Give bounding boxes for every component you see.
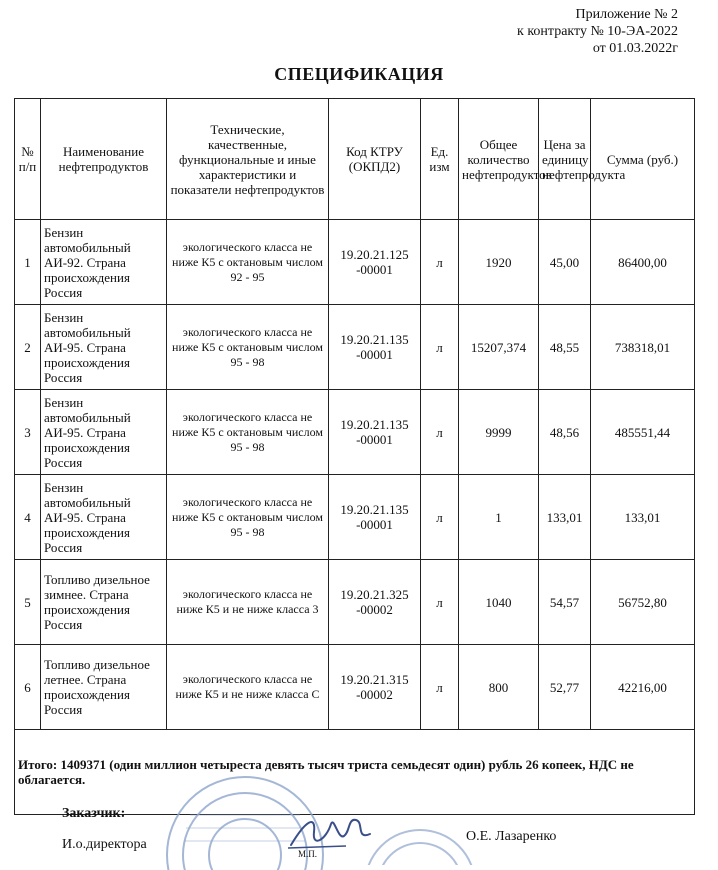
seal-place-label: М.П.	[298, 849, 318, 859]
appendix-line-3: от 01.03.2022г	[592, 41, 678, 56]
appendix-header	[517, 6, 678, 57]
row-name: Бензин автомобильный АИ-95. Страна происхождения Россия	[41, 475, 167, 560]
table-header-row	[15, 99, 695, 220]
row-quantity: 1920	[459, 220, 539, 305]
row-code: 19.20.21.125 -00001	[329, 220, 421, 305]
row-num: 6	[15, 645, 41, 730]
appendix-line-2: к контракту № 10-ЭА-2022	[517, 24, 678, 39]
table-row	[15, 220, 695, 305]
table-row	[15, 560, 695, 645]
row-code: 19.20.21.325 -00002	[329, 560, 421, 645]
row-sum: 56752,80	[591, 560, 695, 645]
signer-role: И.о.директора	[62, 837, 147, 852]
total-row	[15, 730, 695, 815]
row-name: Бензин автомобильный АИ-95. Страна происхождения Россия	[41, 305, 167, 390]
table-row	[15, 390, 695, 475]
row-num: 3	[15, 390, 41, 475]
row-code: 19.20.21.315 -00002	[329, 645, 421, 730]
row-code: 19.20.21.135 -00001	[329, 475, 421, 560]
handwritten-signature	[286, 810, 376, 854]
header-unit: Ед. изм	[421, 99, 459, 220]
header-num: № п/п	[15, 99, 41, 220]
row-code: 19.20.21.135 -00001	[329, 305, 421, 390]
row-num: 4	[15, 475, 41, 560]
row-unit: л	[421, 305, 459, 390]
row-unit: л	[421, 390, 459, 475]
header-code: Код КТРУ (ОКПД2)	[329, 99, 421, 220]
row-unit: л	[421, 220, 459, 305]
table-row	[15, 475, 695, 560]
row-sum: 485551,44	[591, 390, 695, 475]
row-characteristics: экологического класса не ниже К5 с октановым числом 95 - 98	[167, 475, 329, 560]
row-name: Топливо дизельное зимнее. Страна происхождения Россия	[41, 560, 167, 645]
header-name: Наименование нефтепродуктов	[41, 99, 167, 220]
row-characteristics: экологического класса не ниже К5 с октановым числом 95 - 98	[167, 390, 329, 475]
row-num: 5	[15, 560, 41, 645]
row-num: 2	[15, 305, 41, 390]
table-row	[15, 645, 695, 730]
row-price: 133,01	[539, 475, 591, 560]
document-title: СПЕЦИФИКАЦИЯ	[274, 64, 444, 84]
customer-label: Заказчик:	[62, 806, 126, 821]
row-sum: 86400,00	[591, 220, 695, 305]
row-code: 19.20.21.135 -00001	[329, 390, 421, 475]
header-quantity: Общее количество нефтепродуктов	[459, 99, 539, 220]
row-unit: л	[421, 475, 459, 560]
row-characteristics: экологического класса не ниже К5 с октановым числом 95 - 98	[167, 305, 329, 390]
row-price: 45,00	[539, 220, 591, 305]
row-price: 48,55	[539, 305, 591, 390]
appendix-line-1: Приложение № 2	[575, 7, 678, 22]
row-quantity: 1040	[459, 560, 539, 645]
header-sum: Сумма (руб.)	[591, 99, 695, 220]
row-quantity: 9999	[459, 390, 539, 475]
row-name: Бензин автомобильный АИ-92. Страна происхождения Россия	[41, 220, 167, 305]
row-characteristics: экологического класса не ниже К5 с октановым числом 92 - 95	[167, 220, 329, 305]
row-price: 52,77	[539, 645, 591, 730]
table-row	[15, 305, 695, 390]
row-name: Топливо дизельное летнее. Страна происхождения Россия	[41, 645, 167, 730]
header-price: Цена за единицу нефтепродукта	[539, 99, 591, 220]
row-quantity: 15207,374	[459, 305, 539, 390]
row-quantity: 1	[459, 475, 539, 560]
row-unit: л	[421, 560, 459, 645]
row-name: Бензин автомобильный АИ-95. Страна происхождения Россия	[41, 390, 167, 475]
row-price: 54,57	[539, 560, 591, 645]
row-sum: 133,01	[591, 475, 695, 560]
row-price: 48,56	[539, 390, 591, 475]
specification-table	[14, 98, 695, 815]
total-text: Итого: 1409371 (один миллион четыреста девять тысяч триста семьдесят один) рубль 26 копеек, НДС не облагается.	[15, 730, 695, 815]
row-sum: 42216,00	[591, 645, 695, 730]
header-characteristics: Технические, качественные, функциональные и иные характеристики и показатели нефтепродуктов	[167, 99, 329, 220]
row-unit: л	[421, 645, 459, 730]
row-characteristics: экологического класса не ниже К5 и не ниже класса 3	[167, 560, 329, 645]
signer-name: О.Е. Лазаренко	[466, 829, 557, 844]
row-sum: 738318,01	[591, 305, 695, 390]
row-quantity: 800	[459, 645, 539, 730]
second-seal-stamp	[360, 815, 480, 865]
row-characteristics: экологического класса не ниже К5 и не ниже класса С	[167, 645, 329, 730]
row-num: 1	[15, 220, 41, 305]
